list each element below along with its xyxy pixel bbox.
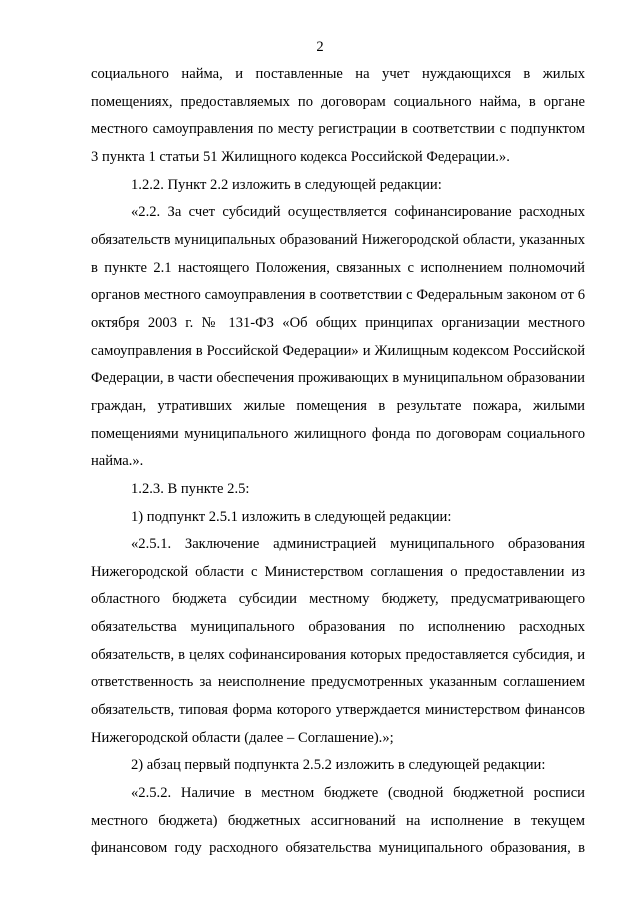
paragraph: 1) подпункт 2.5.1 изложить в следующей редакции:: [131, 508, 452, 525]
paragraph: «2.5.2. Наличие в местном бюджете (сводной бюджетной росписи местного бюджета) бюджетных ассигнований на исполнение в текущем финансовом году расходного обязательства муниципального образования, в: [91, 785, 585, 857]
document-body: [91, 61, 585, 863]
paragraph: «2.5.1. Заключение администрацией муниципального образования Нижегородской области с Министерством соглашения о предоставлении из областного бюджета субсидии местному бюджету, предусматривающего обязательства муниципального образования по исполнению расходных обязательств, в целях софинансирования которых предоставляется субсидия, и ответственность за неисполнение предусмотренных указанным соглашением обязательств, типовая форма которого утверждается министерством финансов Нижегородской области (далее – Соглашение).»;: [91, 536, 585, 746]
page-number: 2: [316, 39, 324, 55]
paragraph: «2.2. За счет субсидий осуществляется софинансирование расходных обязательств муниципальных образований Нижегородской области, указанных в пункте 2.1 настоящего Положения, связанных с исполнением полномочий органов местного самоуправления в соответствии с Федеральным законом от 6 октября 2003 г. № 131-ФЗ «Об общих принципах организации местного самоуправления в Российской Федерации» и Жилищным кодексом Российской Федерации, в части обеспечения проживающих в муниципальном образовании граждан, утративших жилые помещения в результате пожара, жилыми помещениями муниципального жилищного фонда по договорам социального найма.».: [91, 204, 585, 470]
paragraph: 1.2.3. В пункте 2.5:: [131, 480, 250, 497]
paragraph: 2) абзац первый подпункта 2.5.2 изложить в следующей редакции:: [131, 757, 546, 774]
paragraph: 1.2.2. Пункт 2.2 изложить в следующей редакции:: [131, 176, 442, 193]
paragraph: социального найма, и поставленные на учет нуждающихся в жилых помещениях, предоставляемых по договорам социального найма, в органе местного самоуправления по месту регистрации в соответствии с подпунктом 3 пункта 1 статьи 51 Жилищного кодекса Российской Федерации.».: [91, 66, 585, 165]
